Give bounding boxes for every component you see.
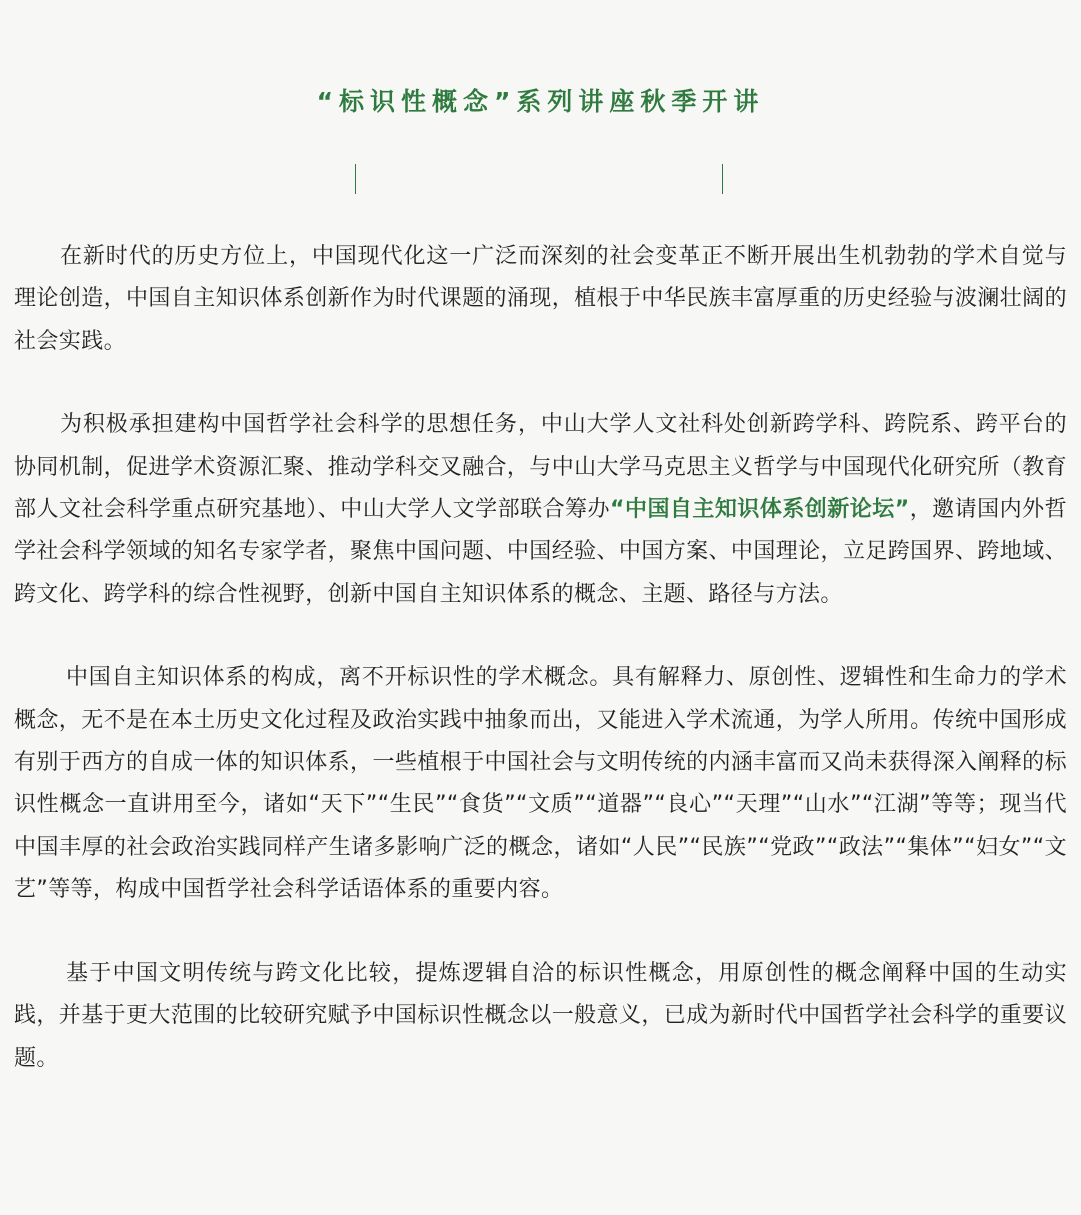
divider-left [355, 164, 356, 194]
article-title: “标识性概念”系列讲座秋季开讲 [316, 87, 765, 116]
paragraph-2-text-after: ，邀请国内外哲学社会科学领域的知名专家学者，聚焦中国问题、中国经验、中国方案、中国理论，立足跨国界、跨地域、跨文化、跨学科的综合性视野，创新中国自主知识体系的概念、主题、路径与方法。 [14, 497, 1067, 607]
paragraph-2 [14, 404, 1067, 616]
divider-right [722, 164, 723, 194]
paragraph-4: 基于中国文明传统与跨文化比较，提炼逻辑自洽的标识性概念，用原创性的概念阐释中国的生动实践，并基于更大范围的比较研究赋予中国标识性概念以一般意义，已成为新时代中国哲学社会科学的重要议题。 [14, 960, 1067, 1071]
paragraph-1: 在新时代的历史方位上，中国现代化这一广泛而深刻的社会变革正不断开展出生机勃勃的学术自觉与理论创造，中国自主知识体系创新作为时代课题的涌现，植根于中华民族丰富厚重的历史经验与波澜壮阔的社会实践。 [14, 244, 1067, 354]
paragraph-3: 中国自主知识体系的构成，离不开标识性的学术概念。具有解释力、原创性、逻辑性和生命力的学术概念，无不是在本土历史文化过程及政治实践中抽象而出，又能进入学术流通，为学人所用。传统中国形成有别于西方的自成一体的知识体系，一些植根于中国社会与文明传统的内涵丰富而又尚未获得深入阐释的标识性概念一直讲用至今，诸如“天下”“生民”“食货”“文质”“道器”“良心”“天理”“山水”“江湖”等等；现当代中国丰厚的社会政治实践同样产生诸多影响广泛的概念，诸如“人民”“民族”“党政”“政法”“集体”“妇女”“文艺”等等，构成中国哲学社会科学话语体系的重要内容。 [14, 665, 1067, 903]
forum-name-highlight: “中国自主知识体系创新论坛” [610, 497, 910, 523]
article-body [14, 236, 1067, 1080]
paragraph-2-text-before: 为积极承担建构中国哲学社会科学的思想任务，中山大学人文社科处创新跨学科、跨院系、跨平台的协同机制，促进学术资源汇聚、推动学科交叉融合，与中山大学马克思主义哲学与中国现代化研究所（教育部人文社会科学重点研究基地）、中山大学人文学部联合筹办 [14, 412, 1067, 523]
